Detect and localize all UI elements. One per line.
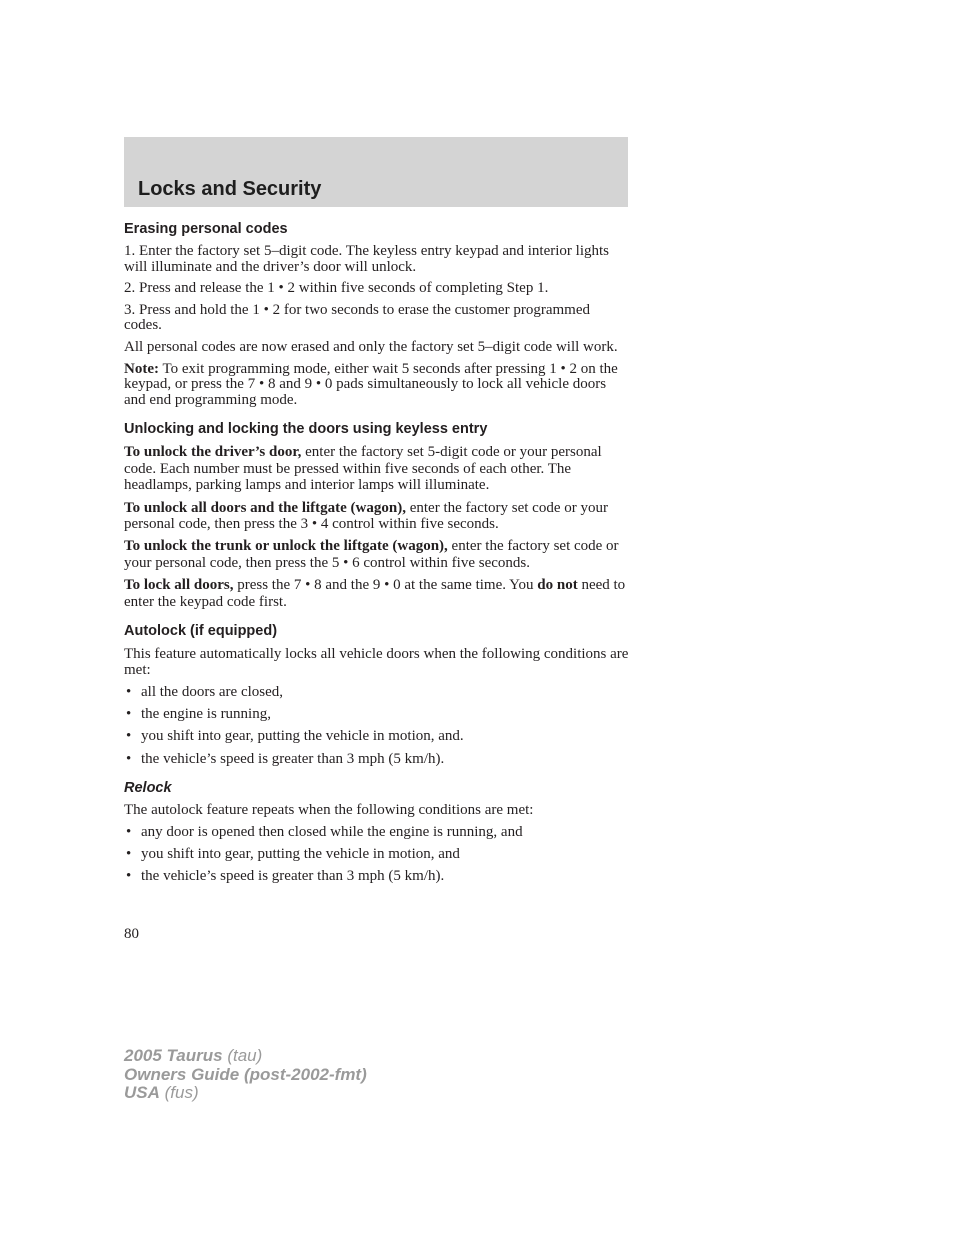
paragraph — [124, 577, 630, 610]
bold-lead: To lock all doors, — [124, 577, 234, 594]
heading-erasing-codes: Erasing personal codes — [124, 221, 288, 237]
note-paragraph — [124, 362, 630, 409]
note-label: Note: — [124, 360, 159, 377]
list-item: • any door is opened then closed while the engine is running, and — [124, 825, 630, 841]
footer-market: USA — [124, 1083, 160, 1102]
paragraph-text: enter the factory set 5-digit code or your personal code. Each number must be pressed within five seconds of each other. The headlamps, parking lamps and interior lamps will illuminate. — [124, 444, 602, 494]
footer-line — [124, 1066, 367, 1085]
bold-lead: To unlock the trunk or unlock the liftgate (wagon), — [124, 538, 448, 555]
heading-relock: Relock — [124, 780, 172, 797]
heading-autolock: Autolock (if equipped) — [124, 623, 278, 639]
paragraph-text: need to enter the keypad code first. — [124, 577, 626, 610]
paragraph-text: enter the factory set code or your personal code, then press the 5 • 6 control within five seconds. — [124, 538, 619, 571]
section-header-band — [124, 137, 628, 207]
page-number: 80 — [124, 926, 139, 942]
footer-line — [124, 1084, 367, 1103]
page-title: Locks and Security — [138, 178, 322, 200]
paragraph — [124, 444, 630, 493]
footer-line — [124, 1047, 367, 1066]
bold-lead: To unlock the driver’s door, — [124, 444, 302, 461]
list-item: • the engine is running, — [124, 707, 630, 723]
footer-guide: Owners Guide (post-2002-fmt) — [124, 1064, 367, 1084]
main-content — [124, 220, 630, 892]
paragraph — [124, 500, 630, 533]
paragraph-text: enter the factory set code or your personal code, then press the 3 • 4 control within five seconds. — [124, 499, 608, 532]
heading-keyless-entry: Unlocking and locking the doors using keyless entry — [124, 421, 488, 438]
bullet-list-relock — [124, 825, 630, 885]
list-item: • all the doors are closed, — [124, 685, 630, 701]
list-item: • you shift into gear, putting the vehicle in motion, and. — [124, 729, 630, 745]
paragraph: The autolock feature repeats when the following conditions are met: — [124, 802, 534, 819]
paragraph: 1. Enter the factory set 5–digit code. The keyless entry keypad and interior lights will illuminate and the driver’s door will unlock. — [124, 243, 610, 275]
footer-model-code: (tau) — [222, 1046, 263, 1065]
list-item: • the vehicle’s speed is greater than 3 mph (5 km/h). — [124, 752, 630, 768]
paragraph — [124, 538, 630, 571]
footer-model: 2005 Taurus — [124, 1046, 223, 1065]
bold-emphasis: do not — [537, 577, 578, 594]
bullet-list-autolock — [124, 685, 630, 767]
paragraph: All personal codes are now erased and only the factory set 5–digit code will work. — [124, 338, 618, 355]
paragraph: This feature automatically locks all vehicle doors when the following conditions are met: — [124, 646, 629, 679]
paragraph: 3. Press and hold the 1 • 2 for two seconds to erase the customer programmed codes. — [124, 301, 590, 334]
list-item: • you shift into gear, putting the vehicle in motion, and — [124, 847, 630, 863]
note-text: To exit programming mode, either wait 5 seconds after pressing 1 • 2 on the keypad, or press the 7 • 8 and 9 • 0 pads simultaneously to lock all vehicle doors and end programming mode. — [124, 360, 618, 408]
footer-market-code: (fus) — [159, 1083, 199, 1102]
paragraph: 2. Press and release the 1 • 2 within five seconds of completing Step 1. — [124, 280, 549, 297]
document-footer — [124, 1047, 367, 1103]
paragraph-text: press the 7 • 8 and the 9 • 0 at the same time. You — [233, 577, 538, 594]
list-item: • the vehicle’s speed is greater than 3 mph (5 km/h). — [124, 869, 630, 885]
bold-lead: To unlock all doors and the liftgate (wagon), — [124, 499, 406, 516]
